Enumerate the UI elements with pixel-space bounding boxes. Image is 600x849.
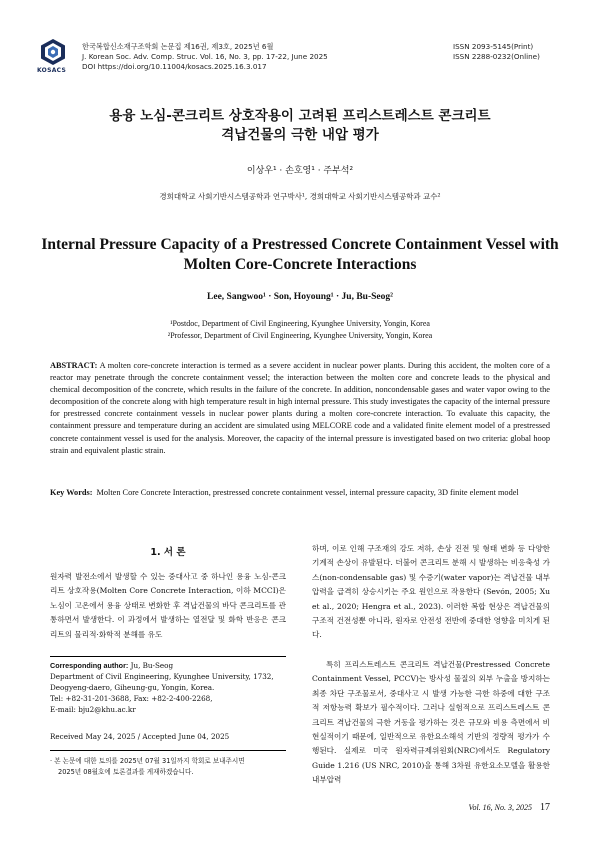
left-column-body: 원자력 발전소에서 발생할 수 있는 중대사고 중 하나인 용융 노심-콘크리트 상호작용(Molten Core Concrete Interaction, 이하 MCCI)은 노심이 고온에서 용융 상태로 변화한 후 격납건물의 바닥 콘크리트를 관통하면서 발생한다. 이 과정에서 발생하는 열전달 및 화학 반응은 콘크리트의 물리적·화학적 분해를 유도 bbox=[50, 572, 286, 639]
authors-en: Lee, Sangwoo¹ · Son, Hoyoung¹ · Ju, Bu-Seog² bbox=[207, 292, 393, 302]
title-ko-line-1: 용융 노심-콘크리트 상호작용이 고려된 프리스트레스트 콘크리트 bbox=[109, 108, 491, 124]
journal-citation bbox=[82, 42, 328, 72]
affiliation-en-2: ²Professor, Department of Civil Engineering, Kyunghee University, Yongin, Korea bbox=[167, 331, 433, 340]
correspondence-line-1: Department of Civil Engineering, Kyunghee University, 1732, bbox=[50, 672, 274, 681]
received-accepted-dates: Received May 24, 2025 / Accepted June 04, 2025 bbox=[50, 732, 230, 741]
correspondence-email[interactable]: E-mail: bju2@khu.ac.kr bbox=[50, 705, 136, 714]
corresponding-author-label: Corresponding author: bbox=[50, 661, 129, 670]
dates-bottom-rule bbox=[50, 750, 286, 751]
right-column-body-paragraph-2: 특히 프리스트레스트 콘크리트 격납건물(Prestressed Concrete Containment Vessel, PCCV)는 방사성 물질의 외부 누출을 방지하는 최종 차단 구조물로서, 중대사고 시 발생 가능한 극한 하중에 대한 구조적 저항능력 확보가 필수적이다. 그러나 실험적으로 프리스트레스트 콘크리트 격납건물의 극한 거동을 평가하는 것은 규모와 비용 측면에서 비현실적이기 때문에, 일반적으로 유한요소해석 기반의 정량적 평가가 수행된다. 실제로 미국 원자력규제위원회(NRC)에서도 Regulatory Guide 1.216 (US NRC, 2010)을 통해 3차원 유한요소모델을 활용한 내부압력 bbox=[312, 660, 550, 785]
title-en bbox=[0, 235, 600, 275]
correspondence-line-3: Tel: +82-31-201-3688, Fax: +82-2-400-2268, bbox=[50, 694, 213, 703]
affiliations-en bbox=[0, 318, 600, 342]
discussion-note bbox=[50, 756, 290, 778]
issn-print: ISSN 2093-5145(Print) bbox=[453, 42, 534, 51]
keywords-label: Key Words: bbox=[50, 488, 93, 497]
page-footer bbox=[350, 802, 550, 813]
title-en-line-2: Molten Core-Concrete Interactions bbox=[183, 256, 417, 273]
journal-logo bbox=[38, 38, 68, 74]
corresponding-author-name: Ju, Bu-Seog bbox=[130, 661, 174, 670]
page-number: 17 bbox=[540, 802, 550, 813]
discussion-note-line-1: · 본 논문에 대한 토의를 2025년 07월 31일까지 학회로 보내주시면 bbox=[50, 757, 245, 765]
discussion-note-line-2: 2025년 08월호에 토론결과를 게재하겠습니다. bbox=[58, 768, 194, 776]
logo-text: KOSACS bbox=[37, 67, 67, 74]
correspondence-line-2: Deogyeng-daero, Giheung-gu, Yongin, Korea. bbox=[50, 683, 215, 692]
right-column-body-paragraph-1: 하며, 이로 인해 구조재의 강도 저하, 손상 진전 및 형태 변화 등 다양한 기계적 손상이 유발된다. 더불어 콘크리트 분해 시 발생하는 비응축성 가스(non-condensable gas) 및 수증기(water vapor)는 격납건물 내부 압력을 급격히 상승시키는 주요 원인으로 작용한다 (Sevón, 2005; Xu et al., 2020; Hengra et al., 2023). 이러한 복합 현상은 격납건물의 구조적 건전성뿐 아니라, 원자로 안전성 전반에 중대한 영향을 미치게 된다. bbox=[312, 544, 550, 640]
issn-online: ISSN 2288-0232(Online) bbox=[453, 52, 540, 61]
footer-volume: Vol. 16, No. 3, 2025 bbox=[468, 803, 532, 812]
journal-name-en: J. Korean Soc. Adv. Comp. Struc. Vol. 16, No. 3, pp. 17-22, June 2025 bbox=[82, 52, 328, 61]
affiliation-en-1: ¹Postdoc, Department of Civil Engineering, Kyunghee University, Yongin, Korea bbox=[170, 319, 430, 328]
title-ko bbox=[0, 107, 600, 145]
journal-name-ko: 한국복합신소재구조학회 논문집 제16권, 제3호, 2025년 6월 bbox=[82, 42, 274, 51]
authors-ko: 이상우¹ · 손호영¹ · 주부석² bbox=[246, 166, 354, 176]
doi-link[interactable]: DOI https://doi.org/10.11004/kosacs.2025.16.3.017 bbox=[82, 62, 267, 71]
abstract-text: A molten core-concrete interaction is termed as a severe accident in nuclear power plants. During this accident, the molten core of a reactor may penetrate through the concrete containment vessel; the interaction between the molten core and concrete leads to the physical and chemical decomposition of the concrete, which results in the failure of the concrete. In addition, noncondensable gases and water vapor owing to the decomposition of the concrete along with high temperature result in high internal pressure. This study investigates the capacity of the internal pressure for prestressed concrete containment vessels in nuclear power plants during a molten core-concrete interaction. To evaluate this capacity, the containment pressure and temperature during an accident are simulated using MELCORE code and a validated finite element model of a prestressed concrete containment vessel is used for the analysis. Moreover, the capacity of the internal pressure is investigated based on two criteria: global hoop strain and equivalent plastic strain. bbox=[50, 361, 550, 455]
title-en-line-1: Internal Pressure Capacity of a Prestressed Concrete Containment Vessel with bbox=[41, 236, 559, 253]
keywords bbox=[50, 487, 550, 499]
correspondence-top-rule bbox=[50, 656, 286, 657]
section-heading-introduction: 1. 서 론 bbox=[150, 547, 186, 558]
keywords-text: Molten Core Concrete Interaction, prestressed concrete containment vessel, internal pressure capacity, 3D finite element model bbox=[96, 488, 519, 497]
hexagon-logo-icon bbox=[38, 38, 68, 66]
affiliations-ko: 경희대학교 사회기반시스템공학과 연구박사¹, 경희대학교 사회기반시스템공학과 교수² bbox=[159, 192, 441, 201]
correspondence bbox=[50, 660, 286, 715]
title-ko-line-2: 격납건물의 극한 내압 평가 bbox=[221, 127, 379, 143]
issn-block bbox=[453, 42, 540, 62]
abstract-label: ABSTRACT: bbox=[50, 361, 98, 370]
abstract bbox=[50, 360, 550, 457]
